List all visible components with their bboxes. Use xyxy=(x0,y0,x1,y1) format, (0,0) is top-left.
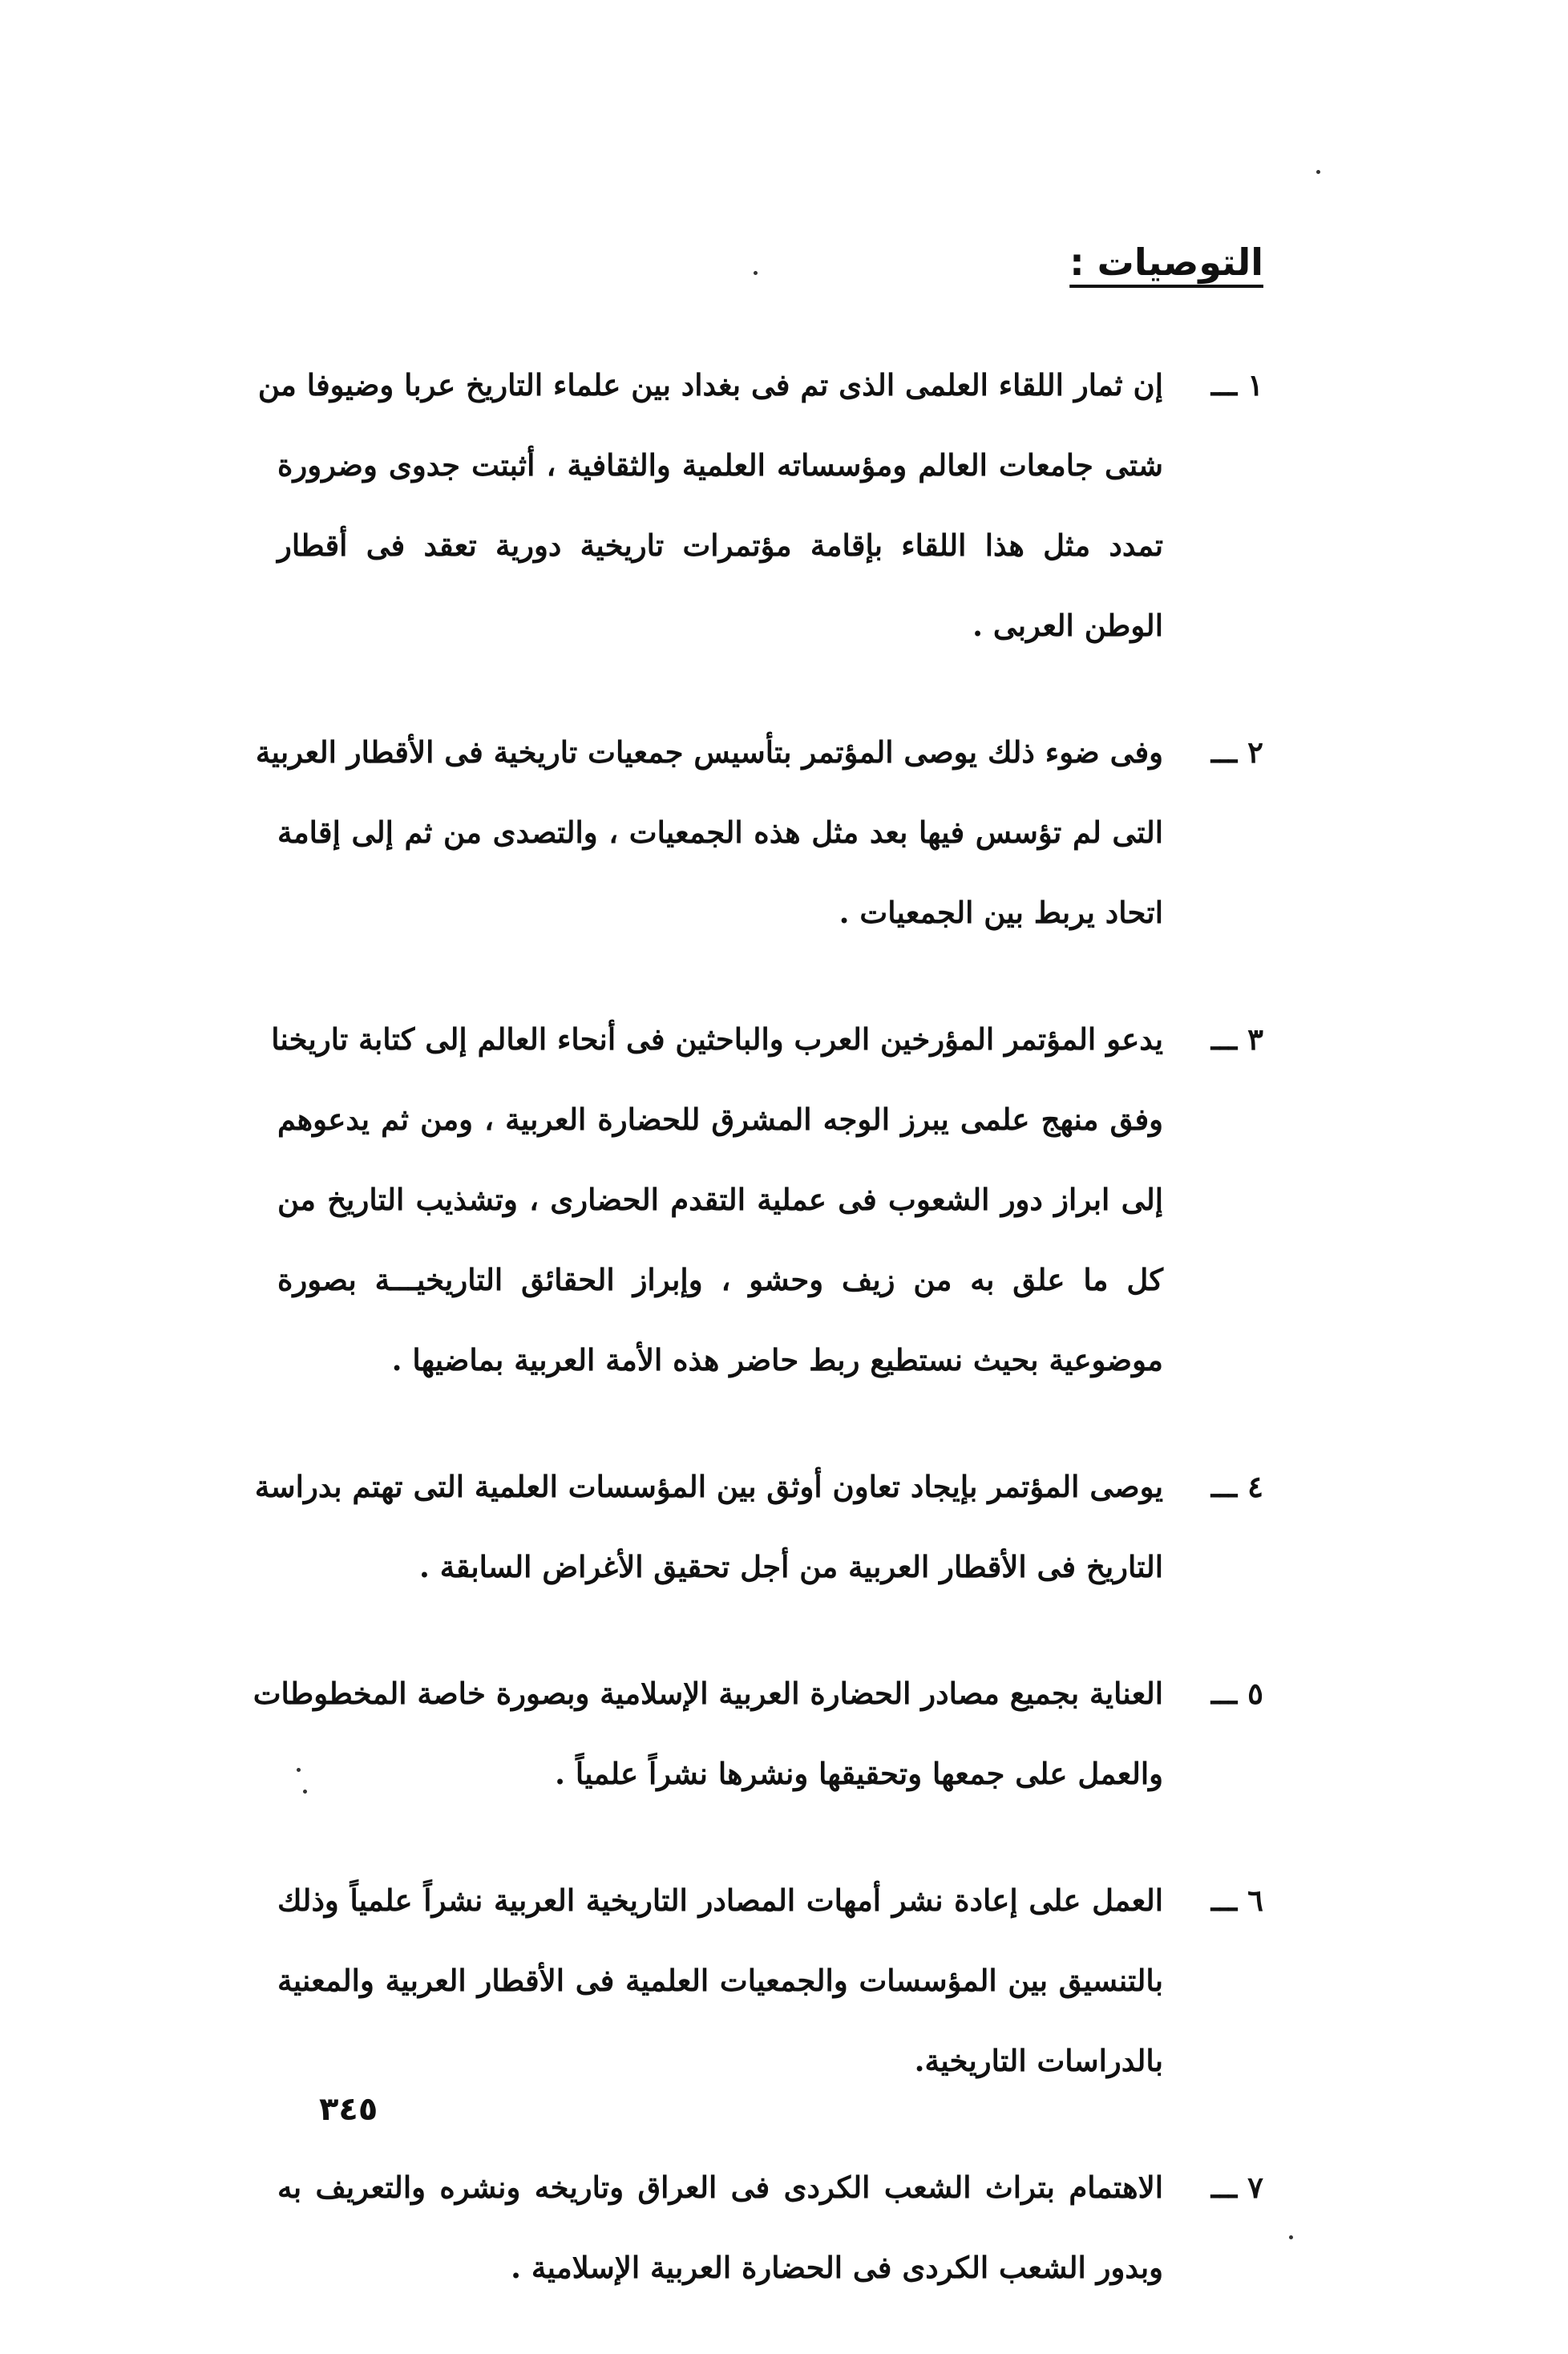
recommendations-list xyxy=(253,345,1263,2354)
recommendation-number: ٤ ـــ xyxy=(1210,1469,1263,1504)
recommendation-line: كل ما علق به من زيف وحشو ، وإبراز الحقائق التاريخيـــة بصورة xyxy=(277,1262,1163,1297)
section-title: التوصيات : xyxy=(1069,241,1263,284)
recommendation-number: ٧ ـــ xyxy=(1210,2170,1263,2205)
recommendation-item xyxy=(277,1860,1263,2101)
recommendation-line: إلى ابراز دور الشعوب فى عملية التقدم الحضارى ، وتشذيب التاريخ من xyxy=(277,1182,1163,1217)
recommendation-item xyxy=(253,1653,1263,1814)
recommendation-number: ٦ ـــ xyxy=(1210,1883,1263,1918)
recommendation-line: شتى جامعات العالم ومؤسساته العلمية والثقافية ، أثبتت جدوى وضرورة xyxy=(277,447,1163,483)
recommendation-line: والعمل على جمعها وتحقيقها ونشرها نشراً علمياً . xyxy=(555,1756,1163,1791)
recommendation-line: يدعو المؤتمر المؤرخين العرب والباحثين فى أنحاء العالم إلى كتابة تاريخنا xyxy=(271,1021,1163,1057)
recommendation-line: التى لم تؤسس فيها بعد مثل هذه الجمعيات ، والتصدى من ثم إلى إقامة xyxy=(277,815,1163,850)
recommendation-number: ٥ ـــ xyxy=(1210,1676,1263,1711)
recommendation-item xyxy=(257,345,1263,665)
recommendation-line: تمدد مثل هذا اللقاء بإقامة مؤتمرات تاريخية دورية تعقد فى أقطار xyxy=(277,528,1163,563)
recommendation-line: الوطن العربى . xyxy=(972,608,1163,643)
recommendation-line: وفق منهج علمى يبرز الوجه المشرق للحضارة العربية ، ومن ثم يدعوهم xyxy=(277,1102,1163,1137)
recommendation-line: وفى ضوء ذلك يوصى المؤتمر بتأسيس جمعيات تاريخية فى الأقطار العربية xyxy=(255,734,1163,770)
recommendation-line: موضوعية بحيث نستطيع ربط حاضر هذه الأمة العربية بماضيها . xyxy=(391,1342,1163,1377)
recommendation-item xyxy=(255,712,1263,953)
recommendation-item xyxy=(277,2147,1263,2307)
recommendation-line: العمل على إعادة نشر أمهات المصادر التاريخية العربية نشراً علمياً وذلك xyxy=(277,1883,1163,1918)
recommendation-item xyxy=(254,1446,1263,1607)
recommendation-line: اتحاد يربط بين الجمعيات . xyxy=(839,895,1163,930)
recommendation-number: ٢ ـــ xyxy=(1210,734,1263,770)
recommendation-line: وبدور الشعب الكردى فى الحضارة العربية الإسلامية . xyxy=(511,2250,1163,2285)
scan-speck xyxy=(754,271,758,275)
recommendation-line: إن ثمار اللقاء العلمى الذى تم فى بغداد بين علماء التاريخ عربا وضيوفا من xyxy=(257,367,1163,402)
recommendation-line: يوصى المؤتمر بإيجاد تعاون أوثق بين المؤسسات العلمية التى تهتم بدراسة xyxy=(254,1469,1163,1504)
recommendation-line: التاريخ فى الأقطار العربية من أجل تحقيق الأغراض السابقة . xyxy=(419,1549,1163,1584)
scan-speck xyxy=(1316,170,1320,174)
recommendation-line: بالدراسات التاريخية. xyxy=(914,2043,1163,2078)
scan-speck xyxy=(1289,2235,1293,2239)
page-number: ٣٤٥ xyxy=(319,2091,378,2128)
recommendation-line: العناية بجميع مصادر الحضارة العربية الإسلامية وبصورة خاصة المخطوطات xyxy=(253,1676,1163,1711)
recommendation-number: ١ ـــ xyxy=(1210,367,1263,402)
recommendation-line: بالتنسيق بين المؤسسات والجمعيات العلمية فى الأقطار العربية والمعنية xyxy=(277,1963,1163,1998)
recommendation-number: ٣ ـــ xyxy=(1210,1021,1263,1057)
recommendation-line: الاهتمام بتراث الشعب الكردى فى العراق وتاريخه ونشره والتعريف به xyxy=(277,2170,1163,2205)
recommendation-item xyxy=(271,999,1263,1400)
